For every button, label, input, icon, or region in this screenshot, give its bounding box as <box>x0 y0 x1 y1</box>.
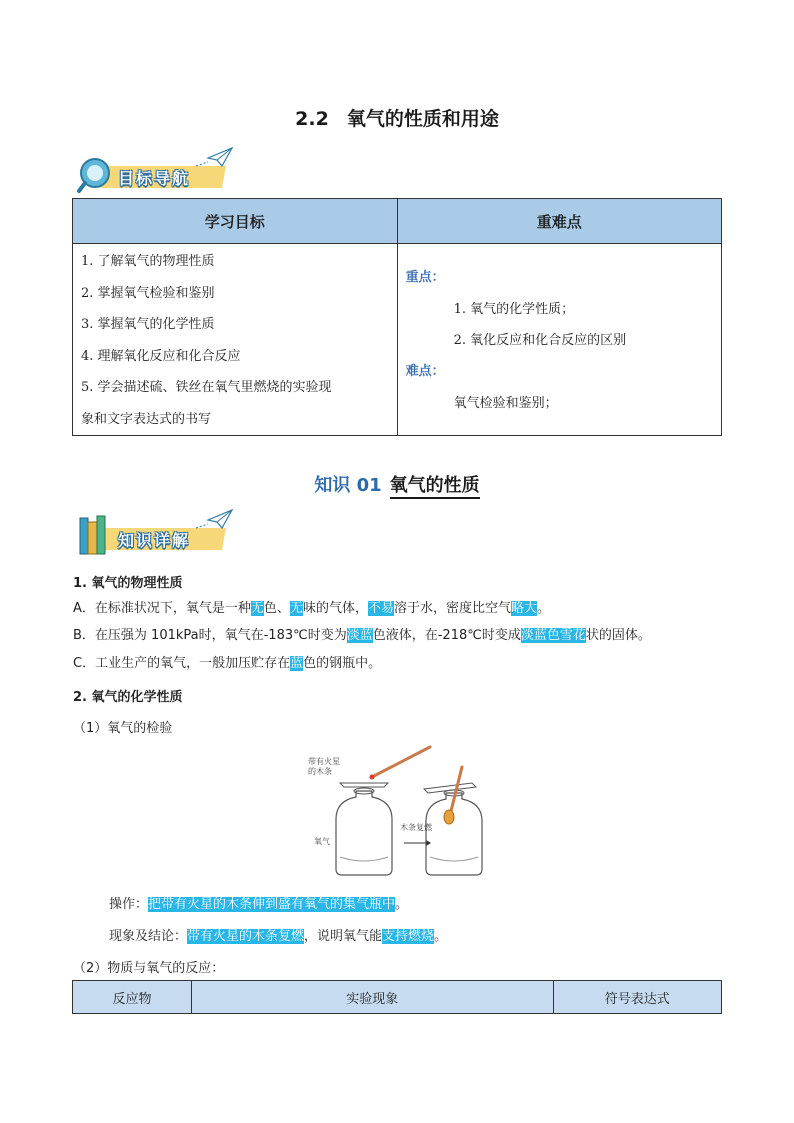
knowledge-badge <box>76 508 236 558</box>
goal-item: 4. 理解氧化反应和化合反应 <box>81 348 241 364</box>
goal-item: 5. 学会描述硫、铁丝在氧气里燃烧的实验现 <box>81 380 332 395</box>
glowing-stick <box>372 747 430 777</box>
highlight-answer: 把带有火星的木条伸到盛有氧气的集气瓶中 <box>148 897 396 912</box>
text-span: 。 <box>537 601 551 616</box>
key-point-item: 1. 氧气的化学性质； <box>453 302 575 317</box>
goal-item: 象和文字表达式的书写 <box>81 411 212 427</box>
paper-plane-icon <box>196 510 232 528</box>
highlight-answer: 不易 <box>367 601 394 616</box>
physical-line-b <box>73 624 651 643</box>
section-title <box>0 471 794 497</box>
left-bottle <box>336 783 392 875</box>
title-text: 氧气的性质和用途 <box>346 108 499 130</box>
text-span: A．在标准状况下，氧气是一种 <box>73 601 251 616</box>
text-span: 状的固体。 <box>585 628 651 643</box>
arrow-head <box>426 840 431 846</box>
knowledge-label: 知识详解 <box>118 531 191 550</box>
figure-label-relight: 木条复燃 <box>400 823 432 832</box>
title-number: 2.2 <box>295 108 329 130</box>
result-line <box>109 925 447 944</box>
highlight-answer: 略大 <box>511 601 538 616</box>
flame-icon <box>444 810 454 824</box>
paper-plane-icon <box>196 148 232 166</box>
goal-item: 3. 掌握氧气的化学性质 <box>81 317 215 332</box>
physical-line-a <box>73 597 550 616</box>
reaction-header-phenomenon: 实验现象 <box>191 981 553 1014</box>
reaction-header-formula: 符号表达式 <box>553 981 721 1014</box>
goals-header-goal: 学习目标 <box>73 199 398 244</box>
text-span: 味的气体， <box>302 601 368 616</box>
page-title <box>0 104 794 131</box>
goal-item: 1. 了解氧气的物理性质 <box>81 254 215 269</box>
test-subheading: （1）氧气的检验 <box>73 721 173 736</box>
text-span: B．在压强为 101kPa时，氧气在-183℃时变为 <box>73 628 347 643</box>
books-icon <box>80 516 105 554</box>
text-span: 操作： <box>109 897 149 912</box>
right-bottle <box>424 783 482 875</box>
goal-item: 2. 掌握氧气检验和鉴别 <box>81 285 215 301</box>
physical-line-c <box>73 652 381 671</box>
chemical-heading: 2. 氧气的化学性质 <box>73 690 183 705</box>
text-span: 现象及结论： <box>109 929 188 944</box>
figure-label-stick <box>308 757 340 777</box>
figure-label-line: 带有火星 <box>308 757 340 766</box>
text-span: C．工业生产的氧气，一般加压贮存在 <box>73 656 291 671</box>
ember-dot <box>370 775 375 780</box>
highlight-answer: 支持燃烧 <box>382 929 435 944</box>
key-label: 重点： <box>405 270 445 285</box>
highlight-answer: 淡蓝色雪花 <box>520 628 586 643</box>
text-span: 。 <box>434 929 448 944</box>
text-span: 溶于水，密度比空气 <box>393 601 511 616</box>
difficult-point: 氧气检验和鉴别； <box>453 396 558 411</box>
reaction-subheading: （2）物质与氧气的反应： <box>73 961 225 976</box>
reaction-table <box>72 980 722 1014</box>
goals-table <box>72 198 722 436</box>
difficult-label: 难点： <box>405 364 445 379</box>
highlight-answer: 带有火星的木条复燃 <box>187 929 305 944</box>
physical-heading: 1. 氧气的物理性质 <box>73 576 183 591</box>
highlight-answer: 无 <box>289 601 303 616</box>
goals-header-key: 重难点 <box>397 199 721 244</box>
figure-label-oxygen: 氧气 <box>314 837 330 846</box>
reaction-header-reactant: 反应物 <box>73 981 192 1014</box>
section-prefix: 知识 01 <box>314 475 382 496</box>
highlight-answer: 淡蓝 <box>346 628 373 643</box>
text-span: 色液体，在-218℃时变成 <box>372 628 521 643</box>
section-name: 氧气的性质 <box>390 475 480 499</box>
goals-list-cell <box>73 244 398 436</box>
operation-line <box>109 893 408 912</box>
goal-nav-label: 目标导航 <box>118 169 191 188</box>
oxygen-test-figure <box>300 745 500 880</box>
text-span: 。 <box>395 897 409 912</box>
figure-label-line: 的木条 <box>308 767 332 776</box>
goal-nav-badge <box>76 146 236 196</box>
key-point-item: 2. 氧化反应和化合反应的区别 <box>453 333 627 348</box>
highlight-answer: 蓝 <box>290 656 304 671</box>
highlight-answer: 无 <box>250 601 264 616</box>
text-span: 色、 <box>263 601 290 616</box>
text-span: ，说明氧气能 <box>304 929 383 944</box>
text-span: 色的钢瓶中。 <box>303 656 382 671</box>
key-points-cell <box>397 244 721 436</box>
